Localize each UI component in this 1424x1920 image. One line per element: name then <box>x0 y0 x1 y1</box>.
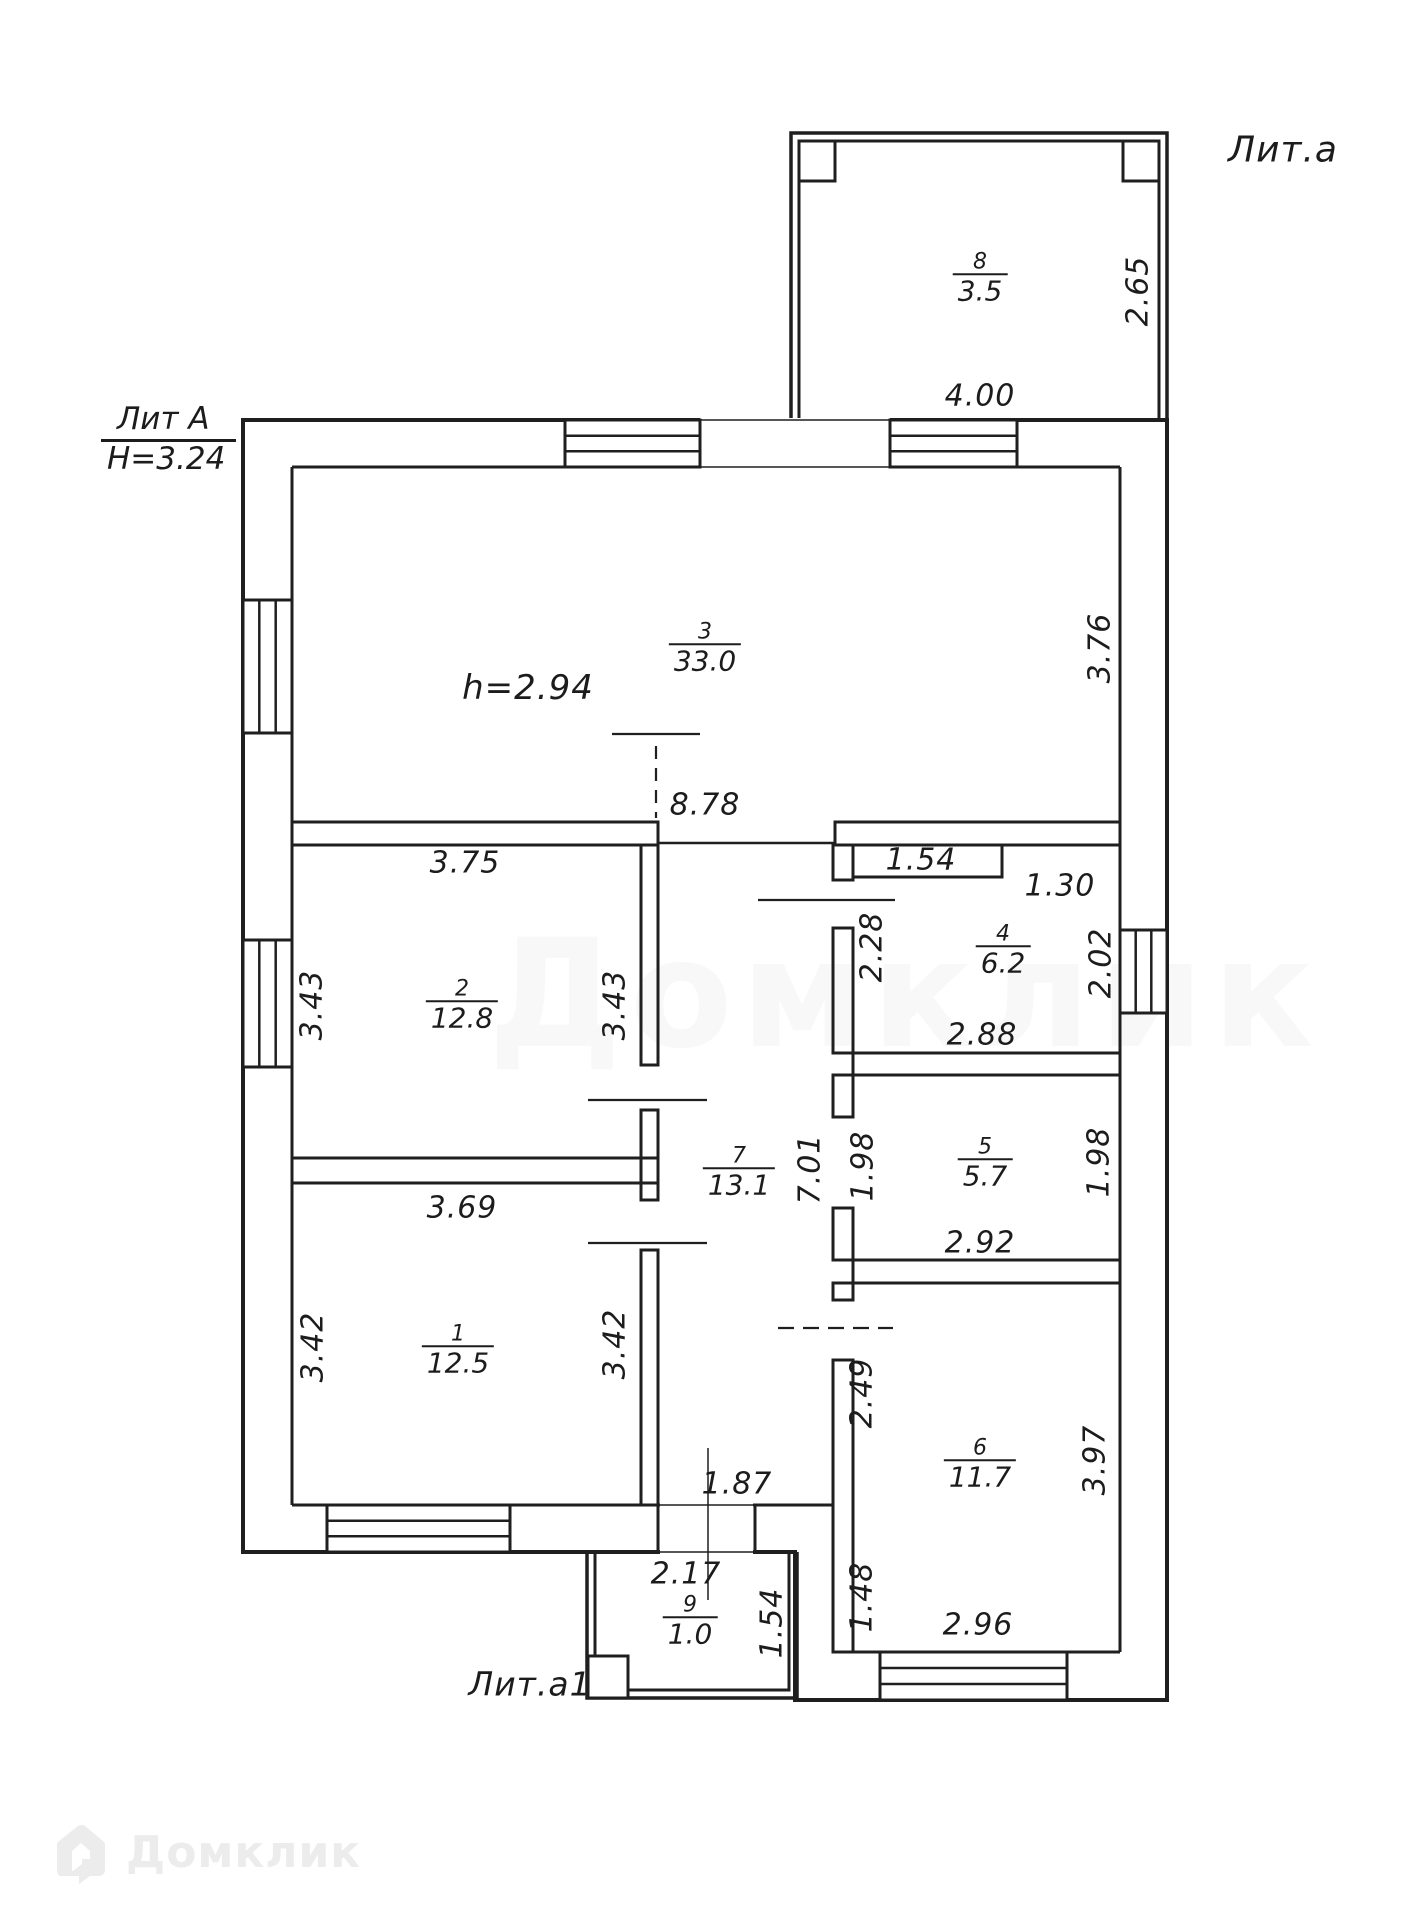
dim-corridor-depth: 7.01 <box>792 1133 828 1205</box>
room-label-6 <box>944 1435 1016 1494</box>
room-area: 11.7 <box>944 1459 1016 1491</box>
dim-room5-depth-left: 1.98 <box>845 1130 881 1202</box>
watermark <box>52 1820 361 1884</box>
room-number: 5 <box>978 1134 992 1160</box>
room-label-9 <box>663 1592 718 1651</box>
dim-room5-width: 2.92 <box>944 1225 1016 1261</box>
dim-room4-width: 2.88 <box>946 1017 1018 1053</box>
dim-porch-width: 2.17 <box>650 1556 722 1592</box>
room-area: 5.7 <box>958 1158 1013 1190</box>
room-label-3 <box>669 619 741 678</box>
room-number: 3 <box>698 619 712 645</box>
annex-letter-label: Лит.а <box>1228 129 1338 171</box>
dim-room6-upper-depth: 2.49 <box>844 1357 880 1429</box>
porch-step <box>588 1656 628 1698</box>
room-label-4 <box>976 921 1031 980</box>
room-label-7 <box>703 1143 775 1202</box>
dim-room6-lower-depth: 1.48 <box>844 1561 880 1633</box>
room-number: 4 <box>996 921 1010 947</box>
dim-room5-depth-right: 1.98 <box>1081 1126 1117 1198</box>
dim-room4-depth-right: 2.02 <box>1083 927 1119 999</box>
room-label-1 <box>422 1321 494 1380</box>
dim-room4-notch-width: 1.30 <box>1024 868 1096 904</box>
dim-room2-depth-left: 3.43 <box>294 969 330 1041</box>
dim-annex-depth: 2.65 <box>1120 255 1156 327</box>
window-top-1 <box>565 420 700 467</box>
dim-room6-width: 2.96 <box>942 1607 1014 1643</box>
dim-room4-top-width: 1.54 <box>885 842 957 878</box>
room-number: 8 <box>973 249 987 275</box>
room-label-8 <box>953 249 1008 308</box>
main-building-letter-label <box>101 402 236 476</box>
room-number: 6 <box>973 1435 987 1461</box>
dim-room2-depth-right: 3.43 <box>597 969 633 1041</box>
room-area: 33.0 <box>669 643 741 675</box>
room-area: 1.0 <box>663 1616 718 1648</box>
room-number: 1 <box>451 1321 465 1347</box>
window-top-2 <box>890 420 1017 467</box>
room-area: 13.1 <box>703 1167 775 1199</box>
room-label-2 <box>426 976 498 1035</box>
window-right-1 <box>1120 930 1167 1013</box>
dim-porch-depth: 1.54 <box>754 1587 790 1659</box>
dim-room1-depth-right: 3.42 <box>597 1308 633 1380</box>
room-area: 12.5 <box>422 1345 494 1377</box>
room-area: 12.8 <box>426 1000 498 1032</box>
window-left-1 <box>243 600 292 733</box>
porch-letter-label: Лит.а1 <box>468 1664 592 1704</box>
room-number: 2 <box>455 976 469 1002</box>
dim-room4-depth-left: 2.28 <box>854 911 890 983</box>
dim-room6-depth: 3.97 <box>1077 1424 1113 1496</box>
room-label-5 <box>958 1134 1013 1193</box>
window-bottom-2 <box>880 1652 1067 1700</box>
dim-exit-width: 1.87 <box>701 1466 773 1502</box>
window-bottom-1 <box>327 1505 510 1552</box>
room-area: 3.5 <box>953 273 1008 305</box>
dim-room1-depth-left: 3.42 <box>295 1311 331 1383</box>
watermark-brand: Домклик <box>126 1826 362 1878</box>
window-left-2 <box>243 940 292 1067</box>
dim-room3-width: 8.78 <box>669 787 741 823</box>
building-height-text: Н=3.24 <box>107 440 226 477</box>
room-area: 6.2 <box>976 945 1031 977</box>
room-number: 7 <box>732 1143 746 1169</box>
lit-A-text: Лит А <box>101 402 236 442</box>
dim-room1-width: 3.69 <box>426 1190 498 1226</box>
domclick-logo-icon <box>52 1820 110 1884</box>
dim-annex-width: 4.00 <box>944 378 1016 414</box>
dim-room3-depth: 3.76 <box>1082 612 1118 684</box>
dim-room2-width: 3.75 <box>429 845 501 881</box>
room-number: 9 <box>683 1592 697 1618</box>
ceiling-height-label: h=2.94 <box>462 668 594 708</box>
